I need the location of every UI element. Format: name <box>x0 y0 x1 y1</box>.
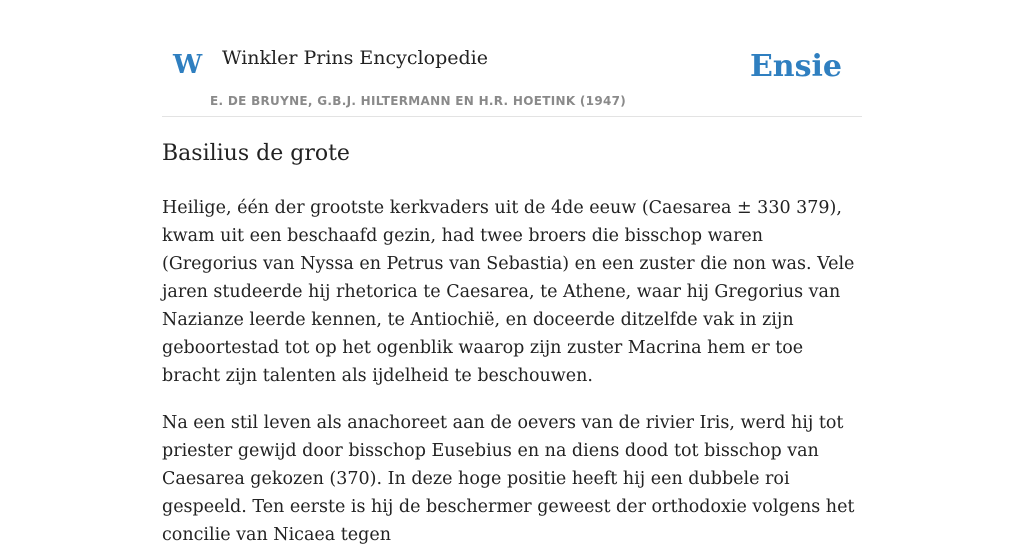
article <box>162 138 862 549</box>
authors-line: E. DE BRUYNE, G.B.J. HILTERMANN EN H.R. HOETINK (1947) <box>210 94 627 108</box>
article-title: Basilius de grote <box>162 141 350 166</box>
paragraph: Heilige, één der grootste kerkvaders uit de 4de eeuw (Caesarea ± 330 379), kwam uit een beschaafd gezin, had twee broers die bisschop waren (Gregorius van Nyssa en Petrus van Sebastia) en een zuster die non was. Vele jaren studeerde hij rhetorica te Caesarea, te Athene, waar hij Gregorius van Nazianze leerde kennen, te Antiochië, en doceerde ditzelfde vak in zijn geboortestad tot op het ogenblik waarop zijn zuster Macrina hem er toe bracht zijn talenten als ijdelheid te beschouwen. <box>162 198 855 386</box>
article-body <box>162 194 862 549</box>
site-title[interactable]: Winkler Prins Encyclopedie <box>222 47 488 69</box>
site-header <box>162 0 862 117</box>
brand-logo[interactable]: Ensie <box>749 49 842 84</box>
paragraph: Na een stil leven als anachoreet aan de oevers van de rivier Iris, werd hij tot priester gewijd door bisschop Eusebius en na diens dood tot bisschop van Caesarea gekozen (370). In deze hoge positie heeft hij een dubbele roi gespeeld. Ten eerste is hij de beschermer geweest der orthodoxie volgens het concilie van Nicaea tegen <box>162 413 855 545</box>
site-logo-icon[interactable]: W <box>173 50 203 80</box>
